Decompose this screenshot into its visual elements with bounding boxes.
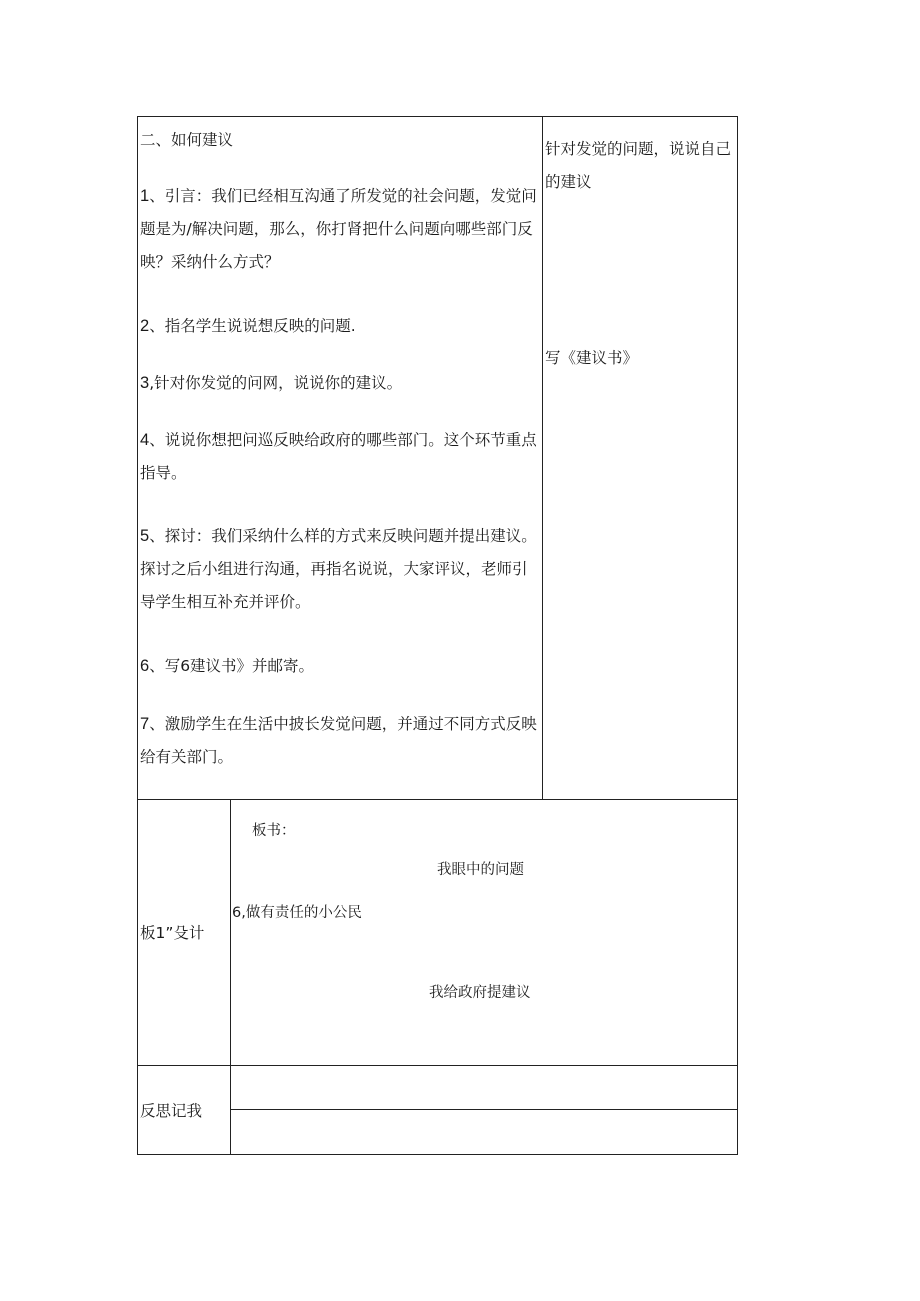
step-6 [140, 650, 540, 683]
step-number: 5 [140, 527, 150, 545]
step-3 [140, 367, 540, 400]
activity-write-letter: 写《建议书》 [545, 349, 639, 367]
step-text: 、引言：我们已经相互沟通了所发觉的社会问题，发觉问题是为/解决问题，那么，你打肾把什么问题向哪些部门反映？采纳什么方式？ [140, 187, 537, 271]
table-bottom-border [137, 1154, 738, 1155]
table-top-border [137, 116, 738, 117]
step-4 [140, 424, 540, 490]
step-number: 7 [140, 715, 150, 733]
reflection-inner-divider [230, 1109, 738, 1110]
step-text: 、探讨：我们采纳什么样的方式来反映问题并提出建议。探讨之后小组进行沟通，再指名说说，大家评议，老师引导学生相互补充并评价。 [140, 527, 537, 611]
board-row-label: 板1”殳计 [140, 924, 205, 942]
step-number: 4 [140, 431, 150, 449]
board-line-1: 我眼中的问题 [437, 862, 524, 878]
step-5 [140, 520, 540, 619]
step-1 [140, 180, 540, 279]
table-left-border [137, 116, 138, 1155]
step-number: 3 [140, 374, 150, 392]
row-divider-board [137, 799, 738, 800]
table-right-border [737, 116, 738, 1155]
column-divider-activities [542, 116, 543, 800]
row-divider-reflection [137, 1065, 738, 1066]
step-7 [140, 708, 540, 774]
section-title: 二、如何建议 [140, 131, 234, 149]
step-text: ,针对你发觉的问网，说说你的建议。 [149, 374, 403, 392]
step-text: 、激励学生在生活中披长发觉问题，并通过不同方式反映给有关部门。 [140, 715, 537, 766]
step-2 [140, 310, 540, 343]
board-line-2: 6,做有责任的小公民 [232, 905, 362, 921]
step-text: 、写6建议书》并邮寄。 [149, 657, 315, 675]
step-text: 、说说你想把问巡反映给政府的哪些部门。这个环节重点指导。 [140, 431, 537, 482]
step-number: 1 [140, 187, 150, 205]
step-number: 2 [140, 317, 150, 335]
reflection-row-label: 反思记我 [140, 1102, 203, 1120]
step-text: 、指名学生说说想反映的问题. [149, 317, 356, 335]
activity-suggestions: 针对发觉的问题，说说自己的建议 [545, 140, 732, 191]
column-divider-label [230, 799, 231, 1155]
step-number: 6 [140, 657, 150, 675]
board-line-3: 我给政府提建议 [429, 985, 531, 1001]
board-heading: 板书： [252, 823, 296, 839]
